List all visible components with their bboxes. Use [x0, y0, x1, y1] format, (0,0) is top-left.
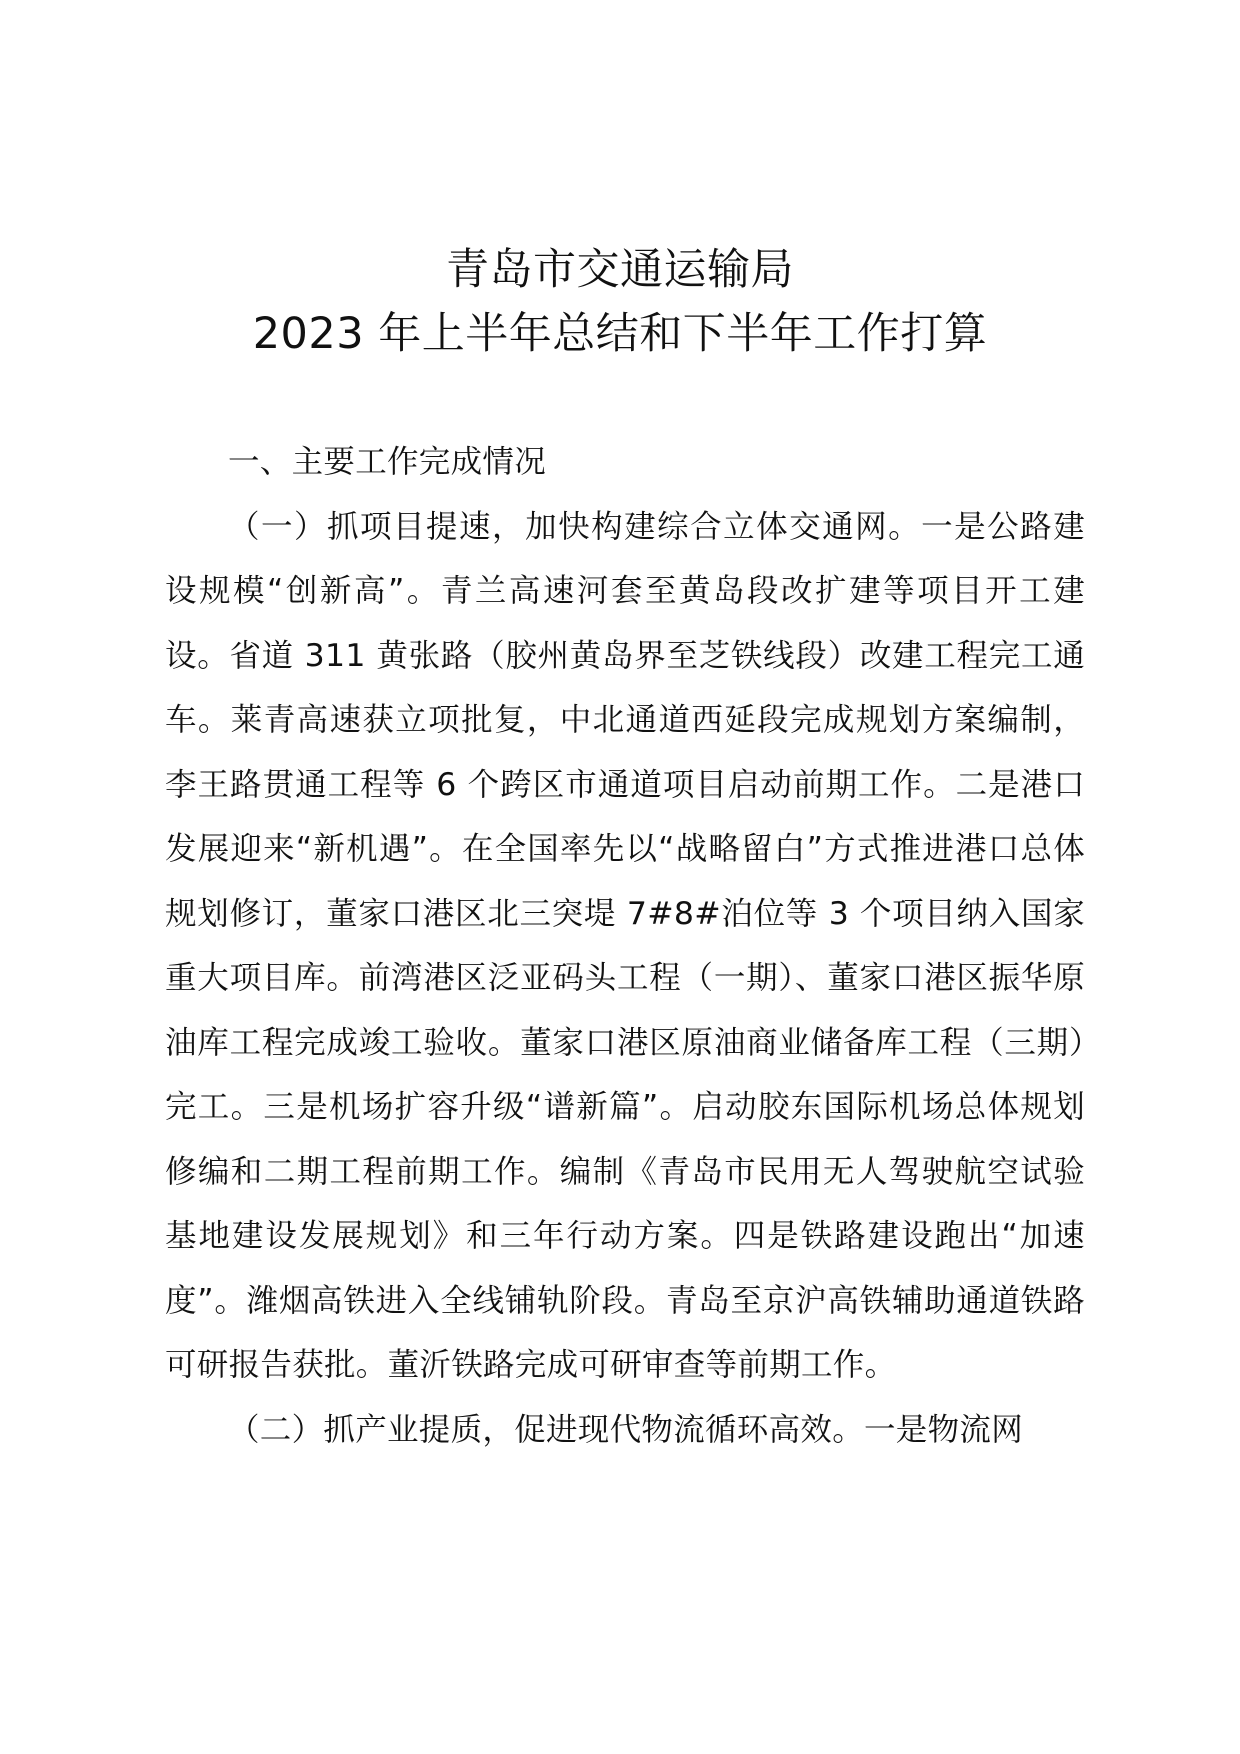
title-line-2: 2023 年上半年总结和下半年工作打算	[252, 309, 988, 359]
paragraph-2: （二）抓产业提质，促进现代物流循环高效。一是物流网	[228, 1411, 1024, 1448]
title-line-1: 青岛市交通运输局	[446, 245, 794, 295]
document-title	[0, 238, 1240, 366]
section-heading: 一、主要工作完成情况	[228, 444, 547, 480]
paragraph-1: （一）抓项目提速，加快构建综合立体交通网。一是公路建设规模“创新高”。青兰高速河套至黄岛段改扩建等项目开工建设。省道 311 黄张路（胶州黄岛界至芝铁线段）改建工程完工通车。莱青高速获立项批复，中北通道西延段完成规划方案编制，李王路贯通工程等 6 个跨区市通道项目启动前期工作。二是港口发展迎来“新机遇”。在全国率先以“战略留白”方式推进港口总体规划修订，董家口港区北三突堤 7#8#泊位等 3 个项目纳入国家重大项目库。前湾港区泛亚码头工程（一期）、董家口港区振华原油库工程完成竣工验收。董家口港区原油商业储备库工程（三期）完工。三是机场扩容升级“谱新篇”。启动胶东国际机场总体规划修编和二期工程前期工作。编制《青岛市民用无人驾驶航空试验基地建设发展规划》和三年行动方案。四是铁路建设跑出“加速度”。潍烟高铁进入全线铺轨阶段。青岛至京沪高铁辅助通道铁路可研报告获批。董沂铁路完成可研审查等前期工作。	[165, 508, 1085, 1383]
document-body	[165, 430, 1085, 1462]
